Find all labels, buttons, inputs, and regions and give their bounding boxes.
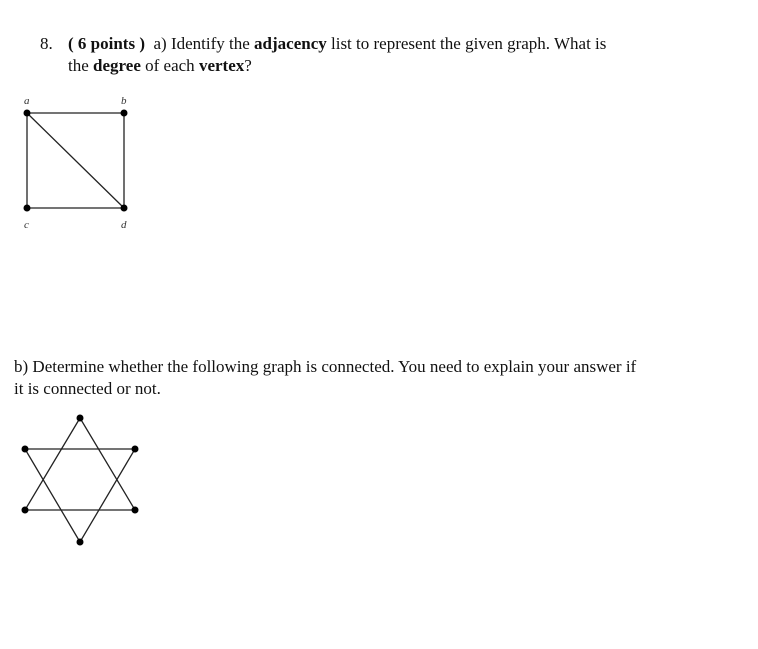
vertex-label-b: b [121,95,127,107]
question-8b [14,356,636,400]
vertex-c [24,205,31,212]
question-8-text-the: the [68,56,89,75]
question-8-text-mid: list to represent the given graph. What is [331,34,607,53]
vertex-bottom [77,539,84,546]
keyword-vertex: vertex [198,56,245,75]
question-8-part-a-label: a) Identify the [153,34,250,53]
vertex-top [77,415,84,422]
question-8b-line-1: b) Determine whether the following graph is connected. You need to explain your answer if [14,357,637,376]
question-8-text-of-each: of each [145,56,195,75]
vertex-label-c: c [24,219,29,231]
edge-a-d [27,113,124,208]
vertex-lower-right [132,507,139,514]
vertex-label-a: a [24,95,30,107]
vertex-b [121,110,128,117]
vertex-upper-left [22,446,29,453]
vertex-lower-left [22,507,29,514]
question-mark: ? [244,56,252,75]
graph-1 [27,113,124,208]
keyword-degree: degree [93,56,141,75]
question-number: 8. [40,34,53,53]
vertex-a [24,110,31,117]
graph-2 [25,418,135,542]
triangle-down [25,449,135,542]
graph-2-vertices [22,415,139,546]
question-8b-line-2: it is connected or not. [14,379,161,398]
vertex-d [121,205,128,212]
vertex-label-d: d [121,219,127,231]
question-points: ( 6 points ) [68,34,145,53]
keyword-adjacency: adjacency [254,34,327,53]
vertex-upper-right [132,446,139,453]
triangle-up [25,418,135,510]
